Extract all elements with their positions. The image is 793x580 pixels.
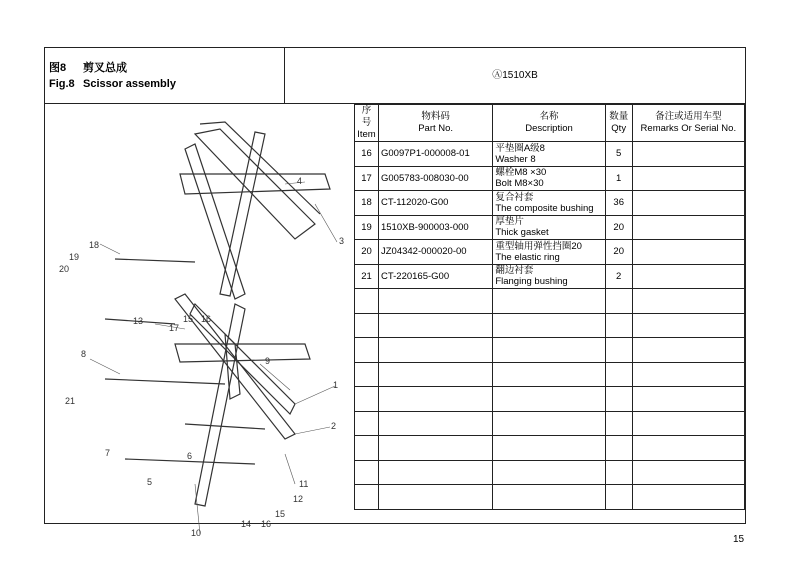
callout-15b: 15 xyxy=(275,509,286,519)
empty-row xyxy=(355,338,745,363)
empty-row xyxy=(355,313,745,338)
item-cell: 18 xyxy=(355,191,379,216)
qty-cell: 20 xyxy=(605,215,632,240)
table-row xyxy=(355,240,745,265)
empty-row xyxy=(355,485,745,510)
header-qty: 数量 Qty xyxy=(605,105,632,142)
item-cell: 21 xyxy=(355,264,379,289)
desc-cell: 重型轴用弹性挡圈20 The elastic ring xyxy=(493,240,605,265)
figure-title xyxy=(45,48,285,104)
scissor-assembly-drawing xyxy=(45,104,354,538)
callout-3: 3 xyxy=(339,236,345,246)
desc-cell: 复合衬套 The composite bushing xyxy=(493,191,605,216)
qty-cell: 20 xyxy=(605,240,632,265)
remarks-cell xyxy=(632,142,744,167)
desc-cell: 平垫圈A级8 Washer 8 xyxy=(493,142,605,167)
table-row xyxy=(355,166,745,191)
empty-row xyxy=(355,436,745,461)
part-cell: 1510XB-900003-000 xyxy=(378,215,492,240)
part-cell: G0097P1-000008-01 xyxy=(378,142,492,167)
desc-cell: 翻边衬套 Flanging bushing xyxy=(493,264,605,289)
name-cn: 剪叉总成 xyxy=(83,62,127,74)
callout-21: 21 xyxy=(65,396,76,406)
fig-cn: 图8 xyxy=(49,62,67,74)
header-item: 序号 Item xyxy=(355,105,379,142)
qty-cell: 2 xyxy=(605,264,632,289)
callout-10: 10 xyxy=(191,528,202,538)
header-desc: 名称 Description xyxy=(493,105,605,142)
remarks-cell xyxy=(632,191,744,216)
callout-16b: 16 xyxy=(261,519,272,529)
callout-17: 17 xyxy=(169,323,180,333)
table-row xyxy=(355,215,745,240)
empty-row xyxy=(355,362,745,387)
desc-cell: 厚垫片 Thick gasket xyxy=(493,215,605,240)
part-cell: G005783-008030-00 xyxy=(378,166,492,191)
table-row xyxy=(355,142,745,167)
part-cell: CT-220165-G00 xyxy=(378,264,492,289)
header-remarks: 备注或适用车型 Remarks Or Serial No. xyxy=(632,105,744,142)
desc-cell: 螺栓M8 ×30 Bolt M8×30 xyxy=(493,166,605,191)
qty-cell: 5 xyxy=(605,142,632,167)
callout-20: 20 xyxy=(59,264,70,274)
callout-15: 15 xyxy=(183,314,194,324)
callout-13: 13 xyxy=(133,316,144,326)
model-label: Ⓐ1510XB xyxy=(285,48,745,104)
table-header xyxy=(355,105,745,142)
callout-19: 19 xyxy=(69,252,80,262)
part-cell: CT-112020-G00 xyxy=(378,191,492,216)
callout-14: 14 xyxy=(241,519,252,529)
callout-7: 7 xyxy=(105,448,111,458)
remarks-cell xyxy=(632,240,744,265)
callout-2: 2 xyxy=(331,421,337,431)
part-cell: JZ04342-000020-00 xyxy=(378,240,492,265)
callout-9: 9 xyxy=(265,356,271,366)
empty-row xyxy=(355,411,745,436)
table-row xyxy=(355,191,745,216)
page-number: 15 xyxy=(733,534,745,545)
callout-5: 5 xyxy=(147,477,153,487)
item-cell: 16 xyxy=(355,142,379,167)
callout-1: 1 xyxy=(333,380,339,390)
qty-cell: 36 xyxy=(605,191,632,216)
remarks-cell xyxy=(632,166,744,191)
item-cell: 20 xyxy=(355,240,379,265)
header-part: 物料码 Part No. xyxy=(378,105,492,142)
remarks-cell xyxy=(632,264,744,289)
callout-11: 11 xyxy=(299,479,309,489)
callout-12: 12 xyxy=(293,494,304,504)
fig-en: Fig.8 xyxy=(49,78,75,90)
remarks-cell xyxy=(632,215,744,240)
callout-6: 6 xyxy=(187,451,193,461)
table-row xyxy=(355,264,745,289)
empty-row xyxy=(355,460,745,485)
empty-row xyxy=(355,387,745,412)
figure-frame xyxy=(44,47,746,538)
callout-18: 18 xyxy=(89,240,100,250)
name-en: Scissor assembly xyxy=(83,78,176,90)
parts-table xyxy=(354,104,745,510)
item-cell: 19 xyxy=(355,215,379,240)
empty-row xyxy=(355,289,745,314)
qty-cell: 1 xyxy=(605,166,632,191)
item-cell: 17 xyxy=(355,166,379,191)
callout-4: 4 xyxy=(297,176,303,186)
callout-16: 16 xyxy=(201,314,212,324)
callout-8: 8 xyxy=(81,349,87,359)
